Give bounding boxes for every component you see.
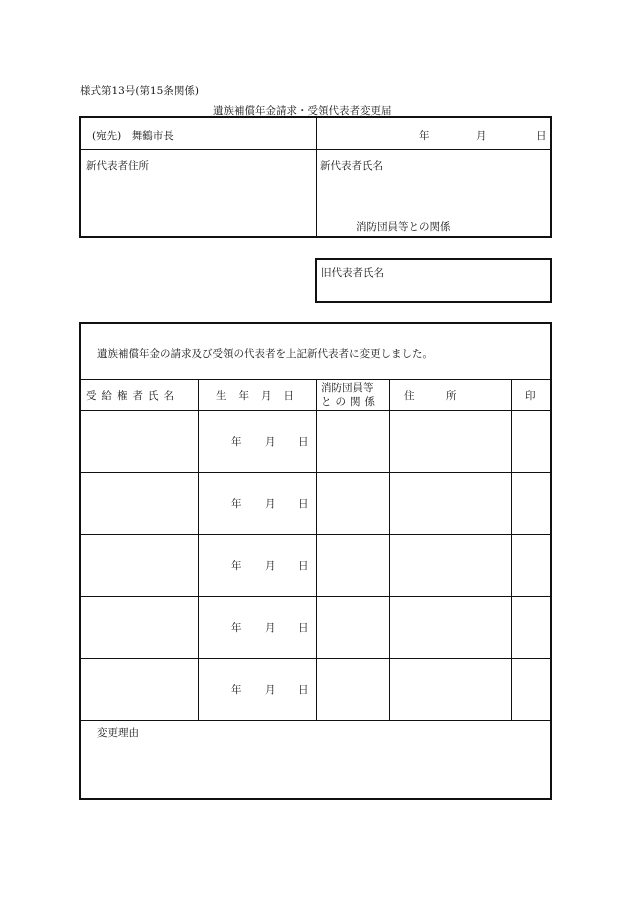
row-day-label: 日: [298, 684, 309, 696]
row-day-label: 日: [298, 560, 309, 572]
row-year-label: 年: [231, 622, 242, 634]
statement-text: 遺族補償年金の請求及び受領の代表者を上記新代表者に変更しました。: [97, 348, 433, 360]
date-year-label: 年: [419, 130, 430, 142]
col-header-recipient-name: 受給権者氏名: [86, 390, 179, 402]
form-number: 様式第13号(第15条関係): [80, 85, 199, 97]
row-month-label: 月: [265, 622, 276, 634]
row-day-label: 日: [298, 498, 309, 510]
change-reason-label: 変更理由: [97, 727, 139, 739]
addressee: (宛先) 舞鶴市長: [92, 130, 174, 142]
row-year-label: 年: [231, 436, 242, 448]
row-year-label: 年: [231, 684, 242, 696]
new-rep-name-label: 新代表者氏名: [320, 160, 383, 172]
date-day-label: 日: [536, 130, 547, 142]
old-rep-name-label: 旧代表者氏名: [321, 267, 384, 279]
col-header-relation-line2: との関係: [321, 396, 379, 408]
row-month-label: 月: [265, 560, 276, 572]
date-month-label: 月: [476, 130, 487, 142]
row-year-label: 年: [231, 498, 242, 510]
row-day-label: 日: [298, 622, 309, 634]
row-month-label: 月: [265, 498, 276, 510]
col-header-seal: 印: [525, 390, 536, 402]
row-year-label: 年: [231, 560, 242, 572]
row-day-label: 日: [298, 436, 309, 448]
relation-label: 消防団員等との関係: [356, 221, 451, 233]
col-header-birth-date: 生年月日: [216, 390, 306, 402]
col-header-relation-line1: 消防団員等: [321, 382, 374, 394]
col-header-address: 住 所: [404, 390, 457, 402]
row-month-label: 月: [265, 436, 276, 448]
row-month-label: 月: [265, 684, 276, 696]
new-rep-address-label: 新代表者住所: [86, 160, 149, 172]
form-title: 遺族補償年金請求・受領代表者変更届: [213, 105, 392, 117]
